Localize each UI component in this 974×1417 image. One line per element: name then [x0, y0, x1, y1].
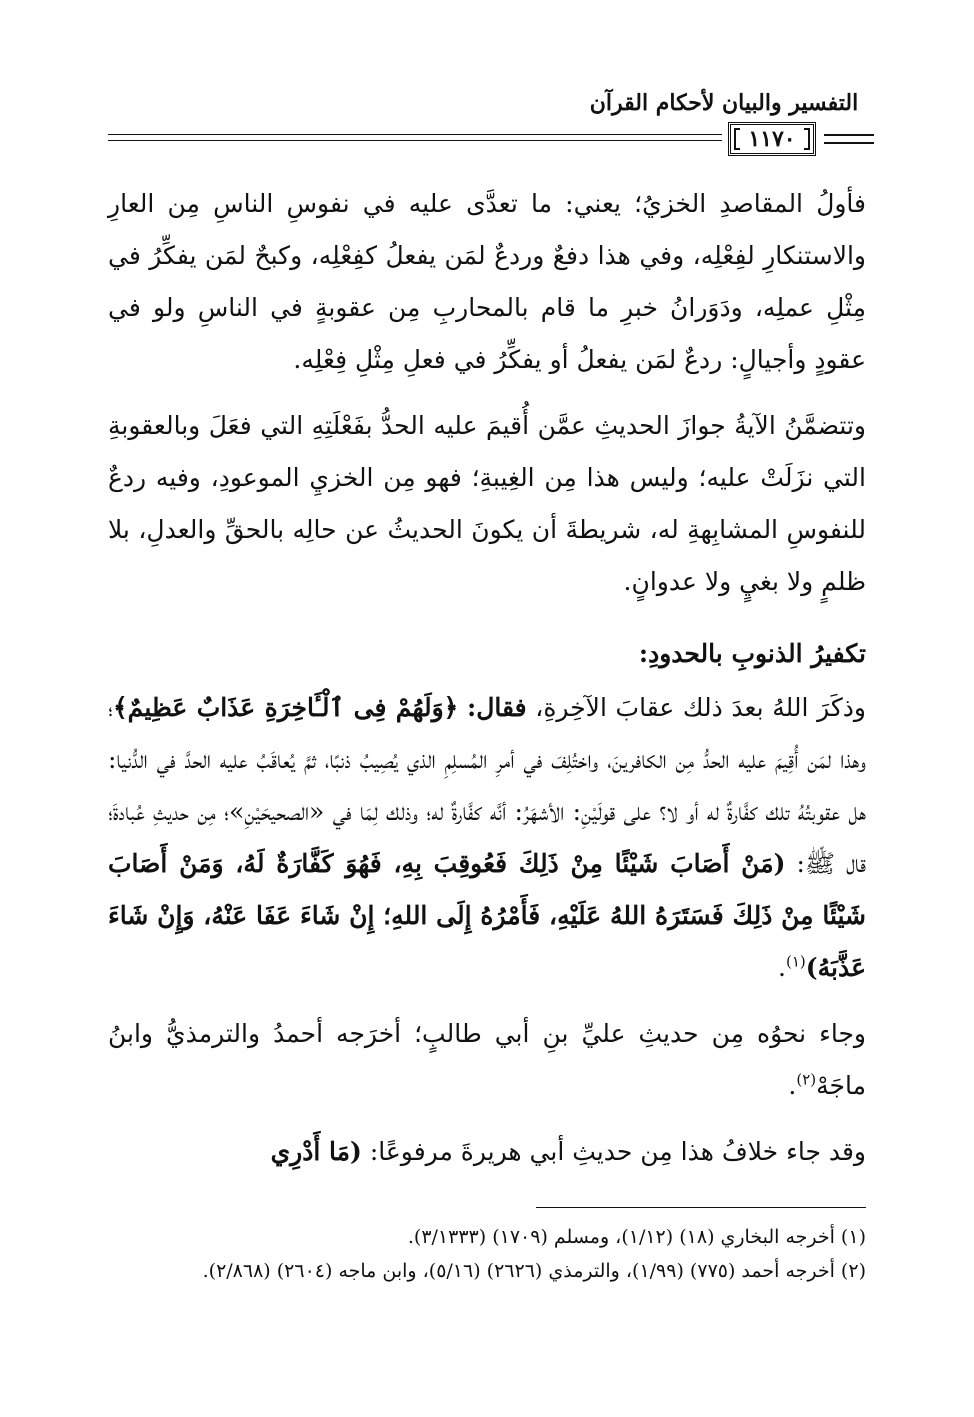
- paragraph-4: [108, 1008, 866, 1112]
- header-rule-right-second: [824, 142, 874, 144]
- header-rule: [108, 122, 874, 162]
- paragraph-3-body: ؛ وهذا لمَن أُقِيمَ عليه الحدُّ مِن الكافرينَ، واختُلِفَ في أمرِ المُسلِمِ الذي يُصِيبُ ذنبًا، ثمَّ يُعاقَبُ عليه الحدَّ في الدُّنيا: هل عقوبتُهُ تلك كفَّارةٌ له أو لا؟ على قولَيْنِ: الأشهَرُ: أنَّه كفَّارةٌ له؛ وذلك لِمَا في «الصحيحَيْنِ»؛ مِن حديثِ عُبادةَ؛ قال ﷺ:: [108, 693, 866, 878]
- paragraph-1: فأولُ المقاصدِ الخزيُ؛ يعني: ما تعدَّى عليه في نفوسِ الناسِ مِن العارِ والاستنكارِ لفِعْلِه، وفي هذا دفعٌ وردعٌ لمَن يفعلُ كفِعْلِه، وكبحٌ لمَن يفكِّرُ في مِثْلِ عملِه، ودَوَرانُ خبرِ ما قام بالمحاربِ مِن عقوبةٍ في الناسِ ولو في عقودٍ وأجيالٍ: ردعٌ لمَن يفعلُ أو يفكِّرُ في فعلِ مِثْلِ فِعْلِه.: [108, 189, 866, 374]
- footnote-ref-1: (١): [785, 952, 806, 971]
- running-header-title: التفسير والبيان لأحكام القرآن: [589, 90, 859, 116]
- paragraph-5: [108, 1126, 866, 1178]
- hadith-text: (مَنْ أَصَابَ شَيْئًا مِنْ ذَلِكَ فَعُوقِبَ بِهِ، فَهُوَ كَفَّارَةٌ لَهُ، وَمَنْ أَصَابَ شَيْئًا مِنْ ذَلِكَ فَسَتَرَهُ اللهُ عَلَيْهِ، فَأَمْرُهُ إِلَى اللهِ؛ إِنْ شَاءَ عَفَا عَنْهُ، وَإِنْ شَاءَ عَذَّبَهُ): [108, 849, 866, 982]
- header-rule-left-second: [108, 140, 722, 141]
- main-text: [108, 178, 866, 1178]
- footnote-1: (١) أخرجه البخاري (١٨) (١/١٢)، ومسلم (١٧٠٩) (٣/١٣٣٣).: [407, 1226, 866, 1248]
- header-rule-right: [824, 134, 874, 136]
- paragraph-3-intro: وذكَرَ اللهُ بعدَ ذلك عقابَ الآخِرةِ،: [535, 693, 866, 722]
- footnotes: [108, 1220, 866, 1288]
- page-number: ١١٧٠: [728, 122, 816, 156]
- quran-verse: ﴿وَلَهُمْ فِى ٱلْـَٔاخِرَةِ عَذَابٌ عَظِيمٌ﴾: [113, 693, 459, 722]
- fa-qal: فقال:: [466, 693, 527, 722]
- header-rule-left: [108, 134, 722, 135]
- paragraph-3-end: .: [778, 953, 786, 982]
- paragraph-3: [108, 682, 866, 994]
- paragraph-4-end: .: [788, 1071, 797, 1100]
- footnote-2: (٢) أخرجه أحمد (٧٧٥) (١/٩٩)، والترمذي (٢٦٢٦) (٥/١٦)، وابن ماجه (٢٦٠٤) (٢/٨٦٨).: [202, 1260, 866, 1282]
- hadith-start: (مَا أَدْرِي: [270, 1137, 362, 1166]
- section-heading: تكفيرُ الذنوبِ بالحدودِ:: [638, 639, 866, 668]
- paragraph-2: وتتضمَّنُ الآيةُ جوازَ الحديثِ عمَّن أُقيمَ عليه الحدُّ بفَعْلَتِهِ التي فعَلَ وبالعقوبةِ التي نزَلَتْ عليه؛ وليس هذا مِن الغِيبةِ؛ فهو مِن الخزيِ الموعودِ، وفيه ردعٌ للنفوسِ المشابِهةِ له، شريطةَ أن يكونَ الحديثُ عن حالِه بالحقِّ والعدلِ، بلا ظلمٍ ولا بغيٍ ولا عدوانٍ.: [108, 411, 866, 596]
- footnote-ref-2: (٢): [796, 1070, 817, 1089]
- footnote-separator: [536, 1207, 866, 1208]
- paragraph-5-text: وقد جاء خلافُ هذا مِن حديثِ أبي هريرةَ مرفوعًا:: [369, 1137, 866, 1166]
- paragraph-4-text: وجاء نحوُه مِن حديثِ عليِّ بنِ أبي طالبٍ؛ أخرَجه أحمدُ والترمذيُّ وابنُ ماجَهْ: [108, 1019, 866, 1100]
